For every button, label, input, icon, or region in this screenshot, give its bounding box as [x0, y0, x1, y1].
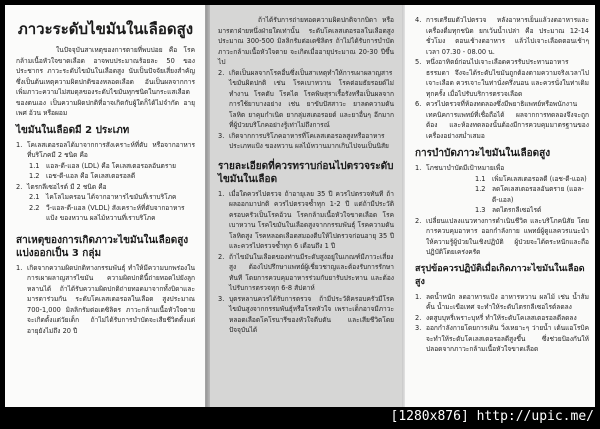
left-panel: [5, 5, 205, 407]
item-number: 2.: [218, 252, 225, 261]
sub-item-text: วี-แอล-ดี-แอล (VLDL) สังเคราะห์ที่ตับจากอาหารแป้ง ของหวาน ผลไม้หวานที่เราบริโภค: [46, 203, 185, 222]
treatment-list: [415, 163, 589, 258]
summary-list: [415, 292, 589, 355]
causes-list: [16, 263, 195, 337]
sub-item: [16, 192, 195, 203]
sub-item-number: 1.1: [29, 161, 40, 170]
item-number: 1.: [16, 263, 23, 272]
list-item: [218, 189, 394, 252]
list-item: [415, 323, 589, 355]
item-text: เกิดจากความผิดปกติทางกรรมพันธุ์ ทำให้มีความบกพร่องในการเผาผลาญสารไขมัน ความผิดปกตินี้ถ่ายทอดไปยังลูกหลานได้ ถ้าได้รับความผิดปกติถ่ายทอดมาจากทั้งบิดาและมารดาร่วมกัน ระดับโคเลสเตอรอลในเลือด สูงประมาณ 700-1,000 มิลลิกรัมต่อเดซิลิตร ภาวะกล้ามเนื้อหัวใจตาย จะเกิดตั้งแต่วัยเด็ก ถ้าไม่ได้รับการบำบัดจะเสียชีวิตตั้งแต่อายุยังไม่ถึง 20 ปี: [27, 263, 195, 335]
causes-heading: สาเหตุของการเกิดภาวะไขมันในเลือดสูง แบ่งออกเป็น 3 กลุ่ม: [16, 234, 189, 259]
check-heading: รายละเอียดที่ควรทราบก่อนไปตรวจระดับไขมันในเลือด: [218, 160, 394, 185]
sub-item: [415, 184, 589, 205]
list-item: [218, 131, 394, 152]
list-item: [218, 68, 394, 131]
sub-item-number: 1.1: [475, 174, 486, 183]
list-item: [16, 182, 195, 193]
item-number: 3.: [415, 324, 422, 332]
item-text: เกิดจากการบริโภคอาหารที่โคเลสเตอรอลสูงหรืออาหารประเภทแป้ง ของหวาน ผลไม้หวานมากเกินไปจนเป็นนิสัย: [229, 131, 389, 150]
sub-item-number: 1.2: [475, 185, 486, 193]
item-number: 6.: [415, 100, 422, 108]
list-item: [415, 313, 589, 324]
item-text: เมื่อใดควรไปตรวจ ถ้าอายุเลย 35 ปี ควรไปตรวจทันที ถ้าผลออกมาปกติ ควรไปตรวจซ้ำทุก 1-2 ปี แต่ถ้ามีประวัติครอบครัวเป็นโรคอ้วน โรคกล้ามเนื้อหัวใจขาดเลือด โรคเบาหวาน โรคไขมันในเลือดสูงจากกรรมพันธุ์ โรคความดันโลหิตสูง โรคหลอดเลือดสมองตีบให้ไปตรวจก่อนอายุ 35 ปีและควรไปตรวจซ้ำทุก 6 เดือนถึง 1 ปี: [229, 189, 394, 250]
sub-item-number: 2.1: [29, 193, 40, 201]
list-item: [415, 57, 589, 99]
right-panel: [405, 5, 595, 407]
sub-item-text: แอล-ดี-แอล (LDL) คือ โคเลสเตอรอลอันตราย: [46, 161, 176, 170]
item-number: 1.: [218, 189, 225, 198]
watermark: [1280x876] http://upic.me/: [390, 409, 594, 424]
item-text: เปลี่ยนแปลงแนวทางการดำเนินชีวิต และบริโภคนิสัย โดยการควบคุมอาหาร ออกกำลังกาย แพทย์ผู้ดูแลควรแนะนำให้ความรู้ผู้ป่วยในเชิงปฏิบัติ ผู้ป่วยจะได้ตระหนักและถือปฏิบัติโดยเคร่งครัด: [426, 216, 589, 256]
sub-item-text: เอช-ดี-แอล คือ โคเลสเตอรอลดี: [46, 172, 136, 180]
summary-heading: สรุปข้อควรปฏิบัติเมื่อเกิดภาวะไขมันในเลือดสูง: [415, 263, 585, 287]
middle-panel: [210, 5, 402, 407]
sub-item-number: 1.2: [29, 172, 40, 180]
sub-item-number: 1.3: [475, 206, 486, 214]
sub-item: [415, 205, 589, 216]
list-item: [415, 163, 589, 174]
item-number: 2.: [218, 68, 225, 77]
item-text: โคเลสเตอรอลได้มาจากการสังเคราะห์ที่ตับ หรือจากอาหารที่บริโภคมี 2 ชนิด คือ: [27, 140, 195, 159]
item-text: การเตรียมตัวไปตรวจ หลังอาหารเย็นแล้วงดอาหารและเครื่องดื่มทุกชนิด ยกเว้นน้ำเปล่า คือ ประมาณ 12-14 ชั่วโมง ตอนเช้างดอาหาร แล้วไปเจาะเลือดตอนเช้าๆ เวลา 07.30 - 08.00 น.: [426, 16, 589, 56]
cause-continuation: ถ้าได้รับการถ่ายทอดความผิดปกติจากบิดา หรือมารดาฝ่ายหนึ่งฝ่ายใดเท่านั้น ระดับโคเลสเตอรอลในเลือดสูงประมาณ 300-500 มิลลิกรัมต่อเดซิลิตร ถ้าไม่ได้รับการบำบัด ภาวะกล้ามเนื้อหัวใจตาย จะเกิดเมื่ออายุประมาณ 20-30 ปีขึ้นไป: [218, 16, 394, 66]
sub-item-text: ไคโลไมครอน ได้จากอาหารไขมันที่เราบริโภค: [46, 193, 177, 201]
list-item: [415, 15, 589, 57]
footer-bar: [0, 407, 600, 429]
list-item: [218, 252, 394, 294]
item-text: ไตรกลีเซอไรด์ มี 2 ชนิด คือ: [27, 182, 107, 191]
item-text: บุตรหลานควรได้รับการตรวจ ถ้ามีประวัติครอบครัวมีโรคไขมันสูงจากกรรมพันธุ์หรือโรคหัวใจ เพราะเด็กอาจมีภาวะหลอดเลือดโคโรนารีของหัวใจตีบตัน และเสียชีวิตโดยปัจจุบันได้: [229, 294, 394, 334]
sub-item-text: ลดโคเลสเตอรอลอันตราย (แอล-ดี-แอล): [492, 185, 584, 204]
sub-item: [16, 161, 195, 172]
sub-item: [415, 174, 589, 185]
list-item: [415, 99, 589, 141]
item-text: ลดน้ำหนัก ลดอาหารแป้ง อาหารหวาน ผลไม้ เช่น น้ำส้มคั้น น้ำมะเขือเทศ จะทำให้ระดับไตรกลีเซอไรด์ลดลง: [426, 292, 589, 311]
list-item: [218, 294, 394, 336]
item-text: งดสูบบุหรี่เพราะบุหรี่ ทำให้ระดับโคเลสเตอรอลดีลดลง: [426, 313, 577, 322]
item-number: 2.: [16, 182, 23, 191]
item-text: ออกกำลังกายโดยการเดิน วิ่งเหยาะๆ ว่ายน้ำ เต้นแอโรบิค จะทำให้ระดับโคเลสเตอรอลดีสูงขึ้น ซึ่งช่วยป้องกันให้ปลอดจากภาวะกล้ามเนื้อหัวใจขาดเลือด: [426, 324, 589, 353]
item-text: เกิดเป็นผลจากโรคอื่นซึ่งเป็นสาเหตุทำให้การเผาผลาญสารไขมันผิดปกติ เช่น โรคเบาหวาน โรคต่อมธัยรอยด์ไม่ทำงาน โรคตับ โรคไต โรคพิษสุราเรื้อรังหรือเป็นผลจากการใช้ยาบางอย่าง เช่น ยาขับปัสสาวะ ยาลดความดันโลหิต ยาคุมกำเนิด ยากลุ่มสเตอรอยด์ และยาอื่นๆ อีกมาก ที่ผู้ป่วยบริโภคอย่างรู้เท่าไม่ถึงการณ์: [229, 68, 394, 129]
item-number: 2.: [415, 313, 422, 322]
item-number: 4.: [415, 16, 422, 24]
item-text: หนึ่งอาทิตย์ก่อนไปเจาะเลือดควรรับประทานอาหารธรรมดา จึงจะได้ระดับไขมันถูกต้องตามความจริงเวลาไปเจาะเลือด ควรเจาะในท่านั่งครึ่งนอน และควรนั่งในท่าเดิมทุกครั้ง เมื่อไปรับบริการตรวจเลือด: [426, 58, 589, 98]
list-item: [16, 140, 195, 161]
list-item: [415, 292, 589, 313]
treatment-heading: การบำบัดภาวะไขมันในเลือดสูง: [415, 148, 551, 159]
sub-item-number: 2.2: [29, 203, 40, 212]
item-text: โภชนาบำบัดมีเป้าหมายเพื่อ: [426, 164, 505, 172]
item-text: ถ้าไขมันในเลือดของท่านมีระดับสูงอยู่ในเกณฑ์มีภาวะเสี่ยงสูง ต้องไปปรึกษาแพทย์ผู้เชี่ยวชาญและต้องรับการรักษาทันที โดยการควบคุมอาหารร่วมกับยารับประทาน และต้องไปรับการตรวจทุก 6-8 สัปดาห์: [229, 252, 394, 292]
item-number: 1.: [415, 292, 422, 301]
sub-item-text: ลดไตรกลีเซอไรด์: [492, 206, 542, 214]
check-list: [218, 189, 394, 336]
sub-item-text: เพิ่มโคเลสเตอรอลดี (เอช-ดี-แอล): [492, 174, 587, 183]
causes-list-continued: [218, 68, 394, 152]
item-number: 2.: [415, 216, 422, 225]
item-number: 1.: [415, 164, 422, 172]
document-title: ภาวะระดับไขมันในเลือดสูง: [17, 20, 194, 38]
item-number: 3.: [218, 294, 225, 303]
types-list: [16, 140, 195, 224]
list-item: [16, 263, 195, 337]
item-text: ควรไปตรวจที่ห้องทดลองซึ่งมีพยาธิแพทย์หรือพนักงานเทคนิคการแพทย์ที่เชื่อถือได้ ผลจากการทดลองจึงจะถูกต้อง และห้องทดลองนั้นต้องมีการควบคุมมาตรฐานของเครื่องอย่างสม่ำเสมอ: [426, 100, 589, 140]
intro-paragraph: ในปัจจุบันสาเหตุของการตายที่พบบ่อย คือ โรคกล้ามเนื้อหัวใจขาดเลือด อาจพบประมาณร้อยละ 50 ของประชากร ภาวะระดับไขมันในเลือดสูง นับเป็นปัจจัยเสี่ยงสำคัญ ซึ่งเป็นต้นเหตุความผิดปกติของหลอดเลือด อันเป็นผลจากการเพิ่มภาวะความไม่สมดุลของระดับไขมันทุกชนิดในกระแสเลือดของตนเอง เป็นความผิดปกติที่อาจเกิดกับผู้ใดก็ได้ไม่จำกัด อายุ เพศ อ้วน หรือผอม: [16, 46, 195, 117]
sub-item: [16, 171, 195, 182]
check-list-continued: [415, 15, 589, 141]
item-number: 5.: [415, 58, 422, 66]
list-item: [415, 216, 589, 258]
types-heading: ไขมันในเลือดมี 2 ประเภท: [16, 124, 130, 136]
item-number: 3.: [218, 131, 225, 140]
item-number: 1.: [16, 140, 23, 149]
sub-item: [16, 203, 195, 224]
